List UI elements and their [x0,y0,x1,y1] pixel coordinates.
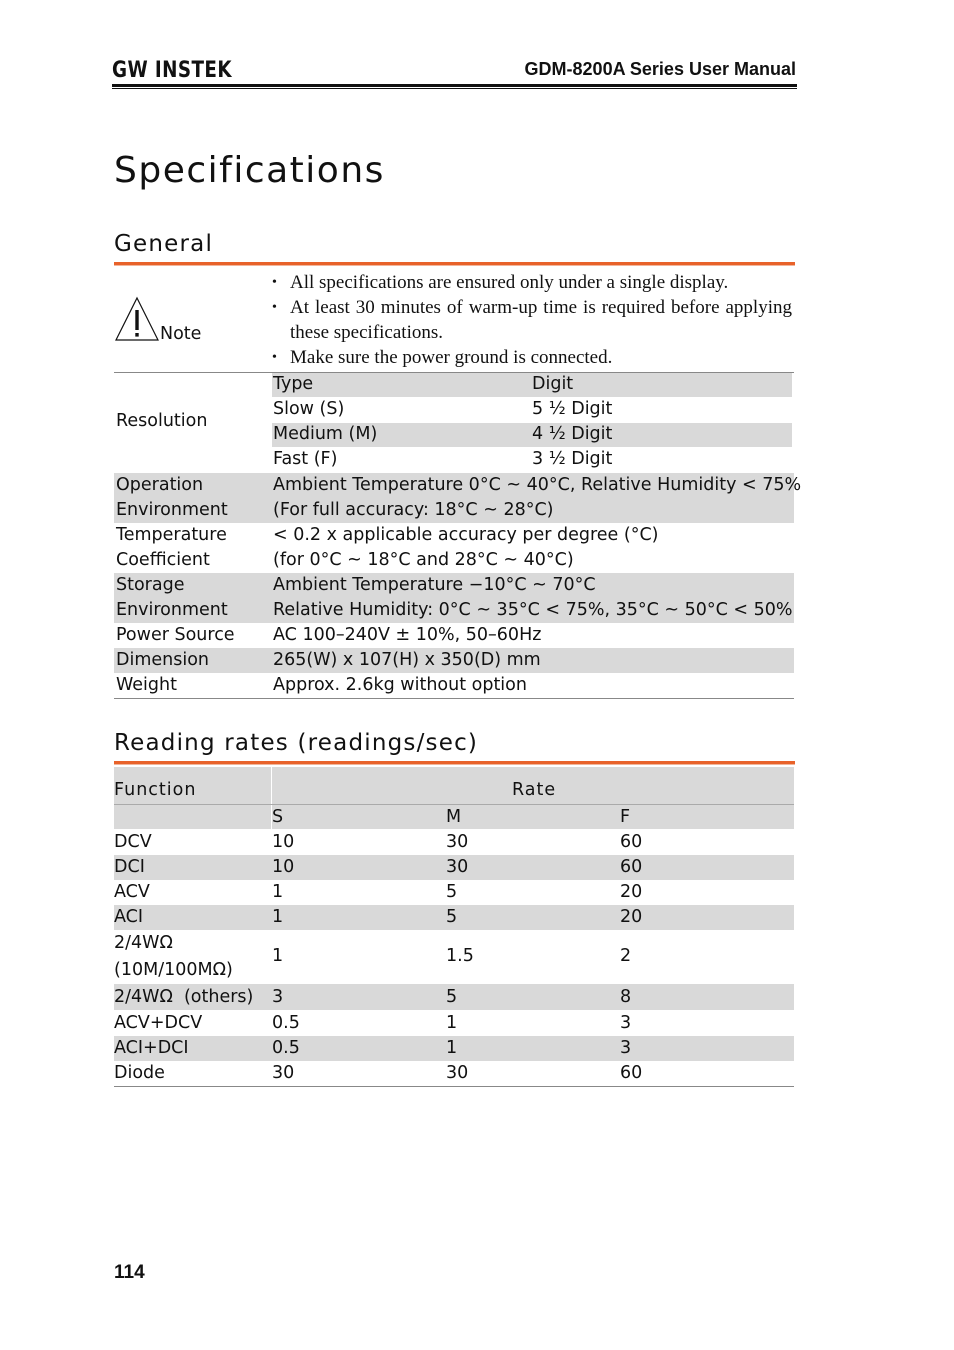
rate-f: 3 [620,1013,632,1033]
warning-icon [114,296,160,342]
rate-s: 3 [272,987,284,1007]
spec-label: Operation [116,475,204,495]
rate-function: Diode [114,1063,165,1083]
rate-f: 3 [620,1038,632,1058]
resolution-type: Slow (S) [273,399,345,419]
resolution-header-type: Type [273,374,314,394]
rate-m: 5 [446,907,458,927]
rate-s: 1 [272,907,284,927]
section-title-reading-rates: Reading rates (readings/sec) [114,730,479,756]
rate-m: 5 [446,882,458,902]
rate-function: 2/4WΩ (others) [114,987,254,1007]
spec-value: AC 100–240V ± 10%, 50–60Hz [273,625,542,645]
spec-row-weight [114,673,794,698]
note-block [114,268,794,372]
rate-s: 30 [272,1063,295,1083]
rate-m: 1.5 [446,946,474,966]
rate-f: 60 [620,1063,643,1083]
rate-s: 0.5 [272,1013,300,1033]
page-number: 114 [114,1262,145,1283]
spec-value: Approx. 2.6kg without option [273,675,527,695]
rate-s: 1 [272,882,284,902]
spec-label: Coefficient [116,550,210,570]
spec-row-power-source [114,623,794,648]
rate-f: 60 [620,832,643,852]
spec-value: (for 0°C ~ 18°C and 28°C ~ 40°C) [273,550,574,570]
spec-value: 265(W) x 107(H) x 350(D) mm [273,650,541,670]
table-row [114,1011,794,1036]
table-row [114,830,794,855]
spec-value: (For full accuracy: 18°C ~ 28°C) [273,500,554,520]
table-row [114,1036,794,1061]
rates-subheader-row [114,805,794,829]
reading-rates-orange-rule-shadow [114,764,795,765]
table-row [114,905,794,930]
resolution-header-digit: Digit [532,374,574,394]
resolution-type: Fast (F) [273,449,338,469]
rate-m: 1 [446,1013,458,1033]
header-rule [112,84,797,87]
rate-function: ACV [114,882,150,902]
rate-function: DCI [114,857,145,877]
rates-header-row [114,767,794,804]
note-label: Note [160,324,202,344]
rates-subheader-f: F [620,807,631,827]
rates-subheader-s: S [272,807,284,827]
spec-row-operation-environment [114,473,802,523]
rate-function: 2/4WΩ [114,933,173,953]
rate-s: 0.5 [272,1038,300,1058]
resolution-type: Medium (M) [273,424,378,444]
spec-label: Temperature [116,525,227,545]
spec-row-storage-environment [114,573,794,623]
rates-header-function: Function [114,780,197,800]
table-row [114,1061,794,1086]
spec-row-resolution [114,372,794,472]
general-orange-rule-shadow [114,265,795,266]
rate-f: 8 [620,987,632,1007]
rate-function: ACV+DCV [114,1013,203,1033]
rate-m: 1 [446,1038,458,1058]
spec-value: Relative Humidity: 0°C ~ 35°C < 75%, 35°C ~ 50°C < 50% [273,600,793,620]
rate-function: (10M/100MΩ) [114,960,233,980]
rates-subheader-m: M [446,807,462,827]
divider [114,698,794,699]
spec-label: Dimension [116,650,210,670]
note-item: • At least 30 minutes of warm-up time is required before applying these specifications. [272,295,792,345]
rate-function: DCV [114,832,152,852]
spec-label: Power Source [116,625,235,645]
divider [114,1086,794,1087]
note-list [272,270,792,370]
section-title-general: General [114,231,214,257]
table-row [114,984,794,1010]
table-row [114,880,794,905]
resolution-digit: 3 ½ Digit [532,449,613,469]
spec-label: Storage [116,575,185,595]
spec-value: Ambient Temperature 0°C ~ 40°C, Relative Humidity < 75% [273,475,802,495]
spec-value: < 0.2 x applicable accuracy per degree (°C) [273,525,659,545]
spec-label: Weight [116,675,177,695]
resolution-digit: 4 ½ Digit [532,424,613,444]
rate-f: 20 [620,882,643,902]
spec-row-dimension [114,648,794,673]
rates-header-rate: Rate [512,780,557,800]
note-item: • All specifications are ensured only under a single display. [272,270,792,295]
column-separator [271,767,272,804]
table-row [114,930,794,984]
logo-mark [112,56,234,82]
page-title: Specifications [114,150,385,191]
spec-value: Ambient Temperature −10°C ~ 70°C [273,575,596,595]
logo-text: GW INSTEK [112,58,233,83]
manual-title: GDM-8200A Series User Manual [524,59,796,79]
column-separator [271,805,272,829]
rate-s: 10 [272,832,295,852]
rate-f: 20 [620,907,643,927]
note-item: • Make sure the power ground is connected. [272,345,792,370]
rate-s: 10 [272,857,295,877]
rate-s: 1 [272,946,284,966]
spec-label: Environment [116,600,228,620]
rate-m: 30 [446,1063,469,1083]
spec-label: Environment [116,500,228,520]
gw-instek-logo [112,56,234,82]
resolution-digit: 5 ½ Digit [532,399,613,419]
rate-m: 5 [446,987,458,1007]
table-row [114,855,794,880]
rate-function: ACI+DCI [114,1038,189,1058]
header-rule-thin [112,88,797,89]
rate-m: 30 [446,857,469,877]
rate-m: 30 [446,832,469,852]
spec-row-temperature-coefficient [114,523,794,573]
spec-label: Resolution [116,411,208,431]
rate-f: 2 [620,946,632,966]
rate-function: ACI [114,907,144,927]
rate-f: 60 [620,857,643,877]
